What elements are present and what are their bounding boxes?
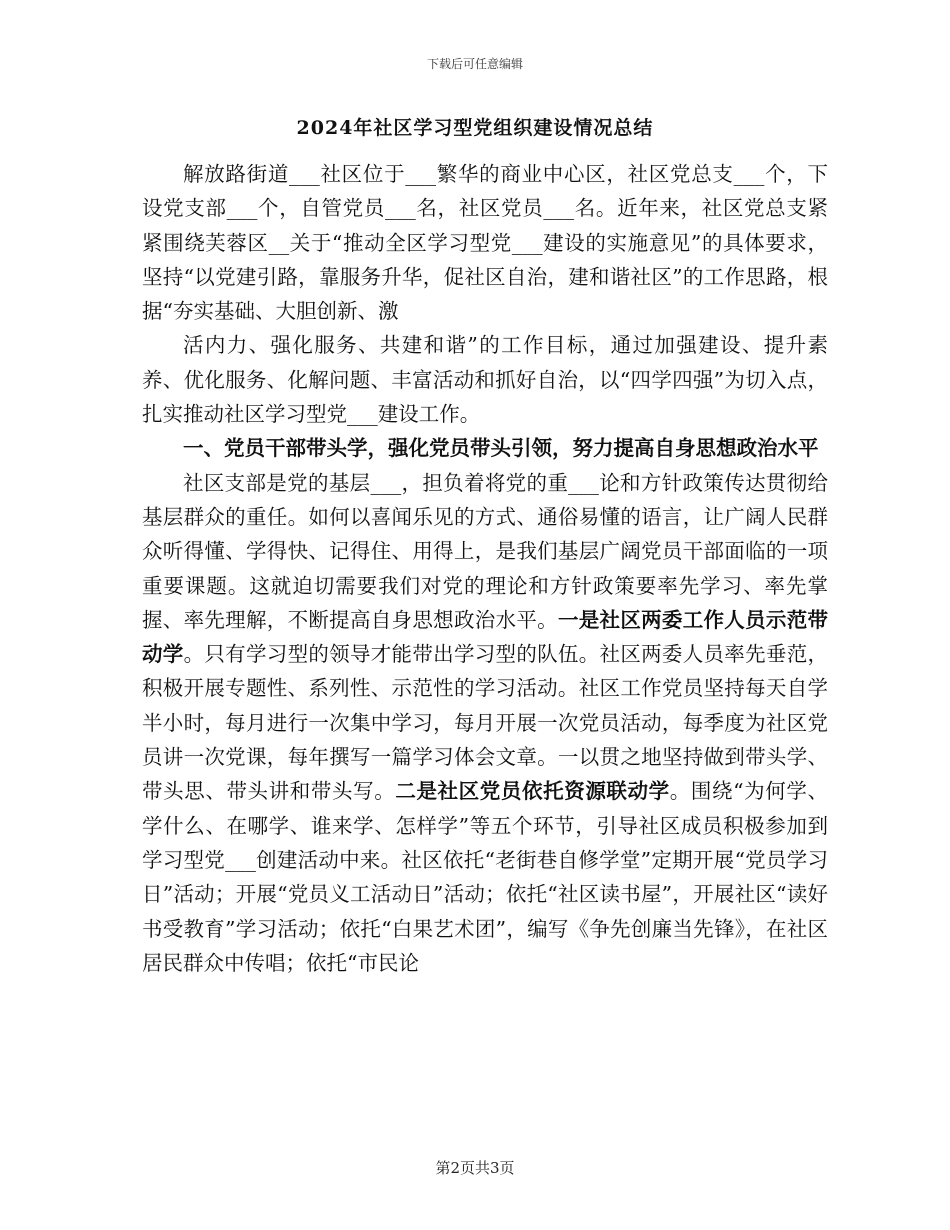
header-note: 下载后可任意编辑: [426, 57, 523, 71]
bold-point-2: 二是社区党员依托资源联动学: [395, 779, 670, 804]
paragraph-section-1: [142, 466, 828, 980]
paragraph-intro: 解放路街道___社区位于___繁华的商业中心区，社区党总支___个，下设党支部___个，自管党员___名，社区党员___名。近年来，社区党总支紧紧围绕芙蓉区__关于“推动全区学习型党___建设的实施意见”的具体要求，坚持“以党建引路，靠服务升华，促社区自治，建和谐社区”的工作思路，根据“夯实基础、大胆创新、激: [142, 162, 828, 324]
paragraph-section-1-text-3: 。围绕“为何学、学什么、在哪学、谁来学、怎样学”等五个环节，引导社区成员积极参加到学习型党___创建活动中来。社区依托“老街巷自修学堂”定期开展“党员学习日”活动；开展“党员义工活动日”活动；依托“社区读书屋”，开展社区“读好书受教育”学习活动；依托“白果艺术团”，编写《争先创廉当先锋》，在社区居民群众中传唱；依托“市民论: [142, 779, 829, 975]
paragraph-goals: 活内力、强化服务、共建和谐”的工作目标，通过加强建设、提升素养、优化服务、化解问题、丰富活动和抓好自治，以“四学四强”为切入点，扎实推动社区学习型党___建设工作。: [142, 333, 828, 427]
document-title: 2024年社区学习型党组织建设情况总结: [296, 117, 654, 139]
paragraph-section-1-text: 社区支部是党的基层___，担负着将党的重___论和方针政策传达贯彻给基层群众的重任。如何以喜闻乐见的方式、通俗易懂的语言，让广阔人民群众听得懂、学得快、记得住、用得上，是我们基层广阔党员干部面临的一项重要课题。这就迫切需要我们对党的理论和方针政策要率先学习、率先掌握、率先理解，不断提高自身思想政治水平。: [142, 470, 828, 632]
bold-point-1: 一是社区两委工作人员示范带动学: [142, 607, 828, 667]
page-number: 第2页共3页: [435, 1159, 515, 1177]
document-body: [142, 157, 828, 980]
section-heading-1: 一、党员干部带头学，强化党员带头引领，努力提高自身思想政治水平: [183, 436, 819, 461]
paragraph-section-1-text-2: 。只有学习型的领导才能带出学习型的队伍。社区两委人员率先垂范，积极开展专题性、系列性、示范性的学习活动。社区工作党员坚持每天自学半小时，每月进行一次集中学习，每月开展一次党员活动，每季度为社区党员讲一次党课，每年撰写一篇学习体会文章。一以贯之地坚持做到带头学、带头思、带头讲和带头写。: [142, 642, 828, 804]
